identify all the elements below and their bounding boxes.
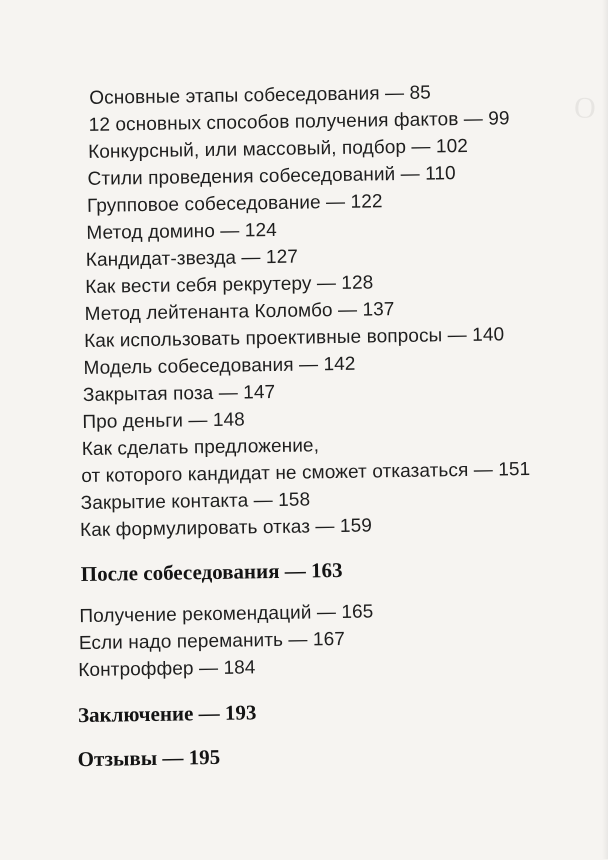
section-heading: После собеседования — 163 (80, 557, 343, 587)
toc-entry: Как сделать предложение, (81, 435, 320, 461)
toc-entry: Групповое собеседование — 122 (86, 191, 383, 217)
section-heading: Отзывы — 195 (77, 744, 221, 772)
toc-entry: Закрытие контакта — 158 (80, 489, 311, 515)
toc-entry: Конкурсный, или массовый, подбор — 102 (87, 135, 469, 163)
toc-entry: Как использовать проективные вопросы — 140 (83, 324, 505, 352)
toc-entry: Как вести себя рекрутеру — 128 (85, 272, 374, 298)
toc-entry: Модель собеседования — 142 (83, 353, 356, 379)
toc-entry: Основные этапы собеседования — 85 (89, 82, 432, 109)
toc-entry: 12 основных способов получения фактов — 99 (88, 108, 510, 136)
toc-entry: Кандидат-звезда — 127 (85, 246, 299, 271)
toc-entry: от которого кандидат не сможет отказаться — 151 (81, 458, 531, 488)
toc-entry: Получение рекомендаций — 165 (79, 601, 374, 628)
toc-entry: Если надо переманить — 167 (78, 628, 346, 655)
toc-entry: Про деньги — 148 (82, 409, 246, 434)
toc-entry: Метод домино — 124 (86, 219, 277, 244)
toc-entry: Закрытая поза — 147 (82, 381, 276, 406)
show-through-letter: О (573, 91, 597, 126)
toc-entry: Как формулировать отказ — 159 (79, 515, 373, 542)
toc-entry: Метод лейтенанта Коломбо — 137 (84, 299, 395, 325)
toc-entry: Контроффер — 184 (78, 657, 256, 682)
section-heading: Заключение — 193 (77, 700, 257, 728)
toc-entry: Стили проведения собеседований — 110 (87, 163, 456, 190)
